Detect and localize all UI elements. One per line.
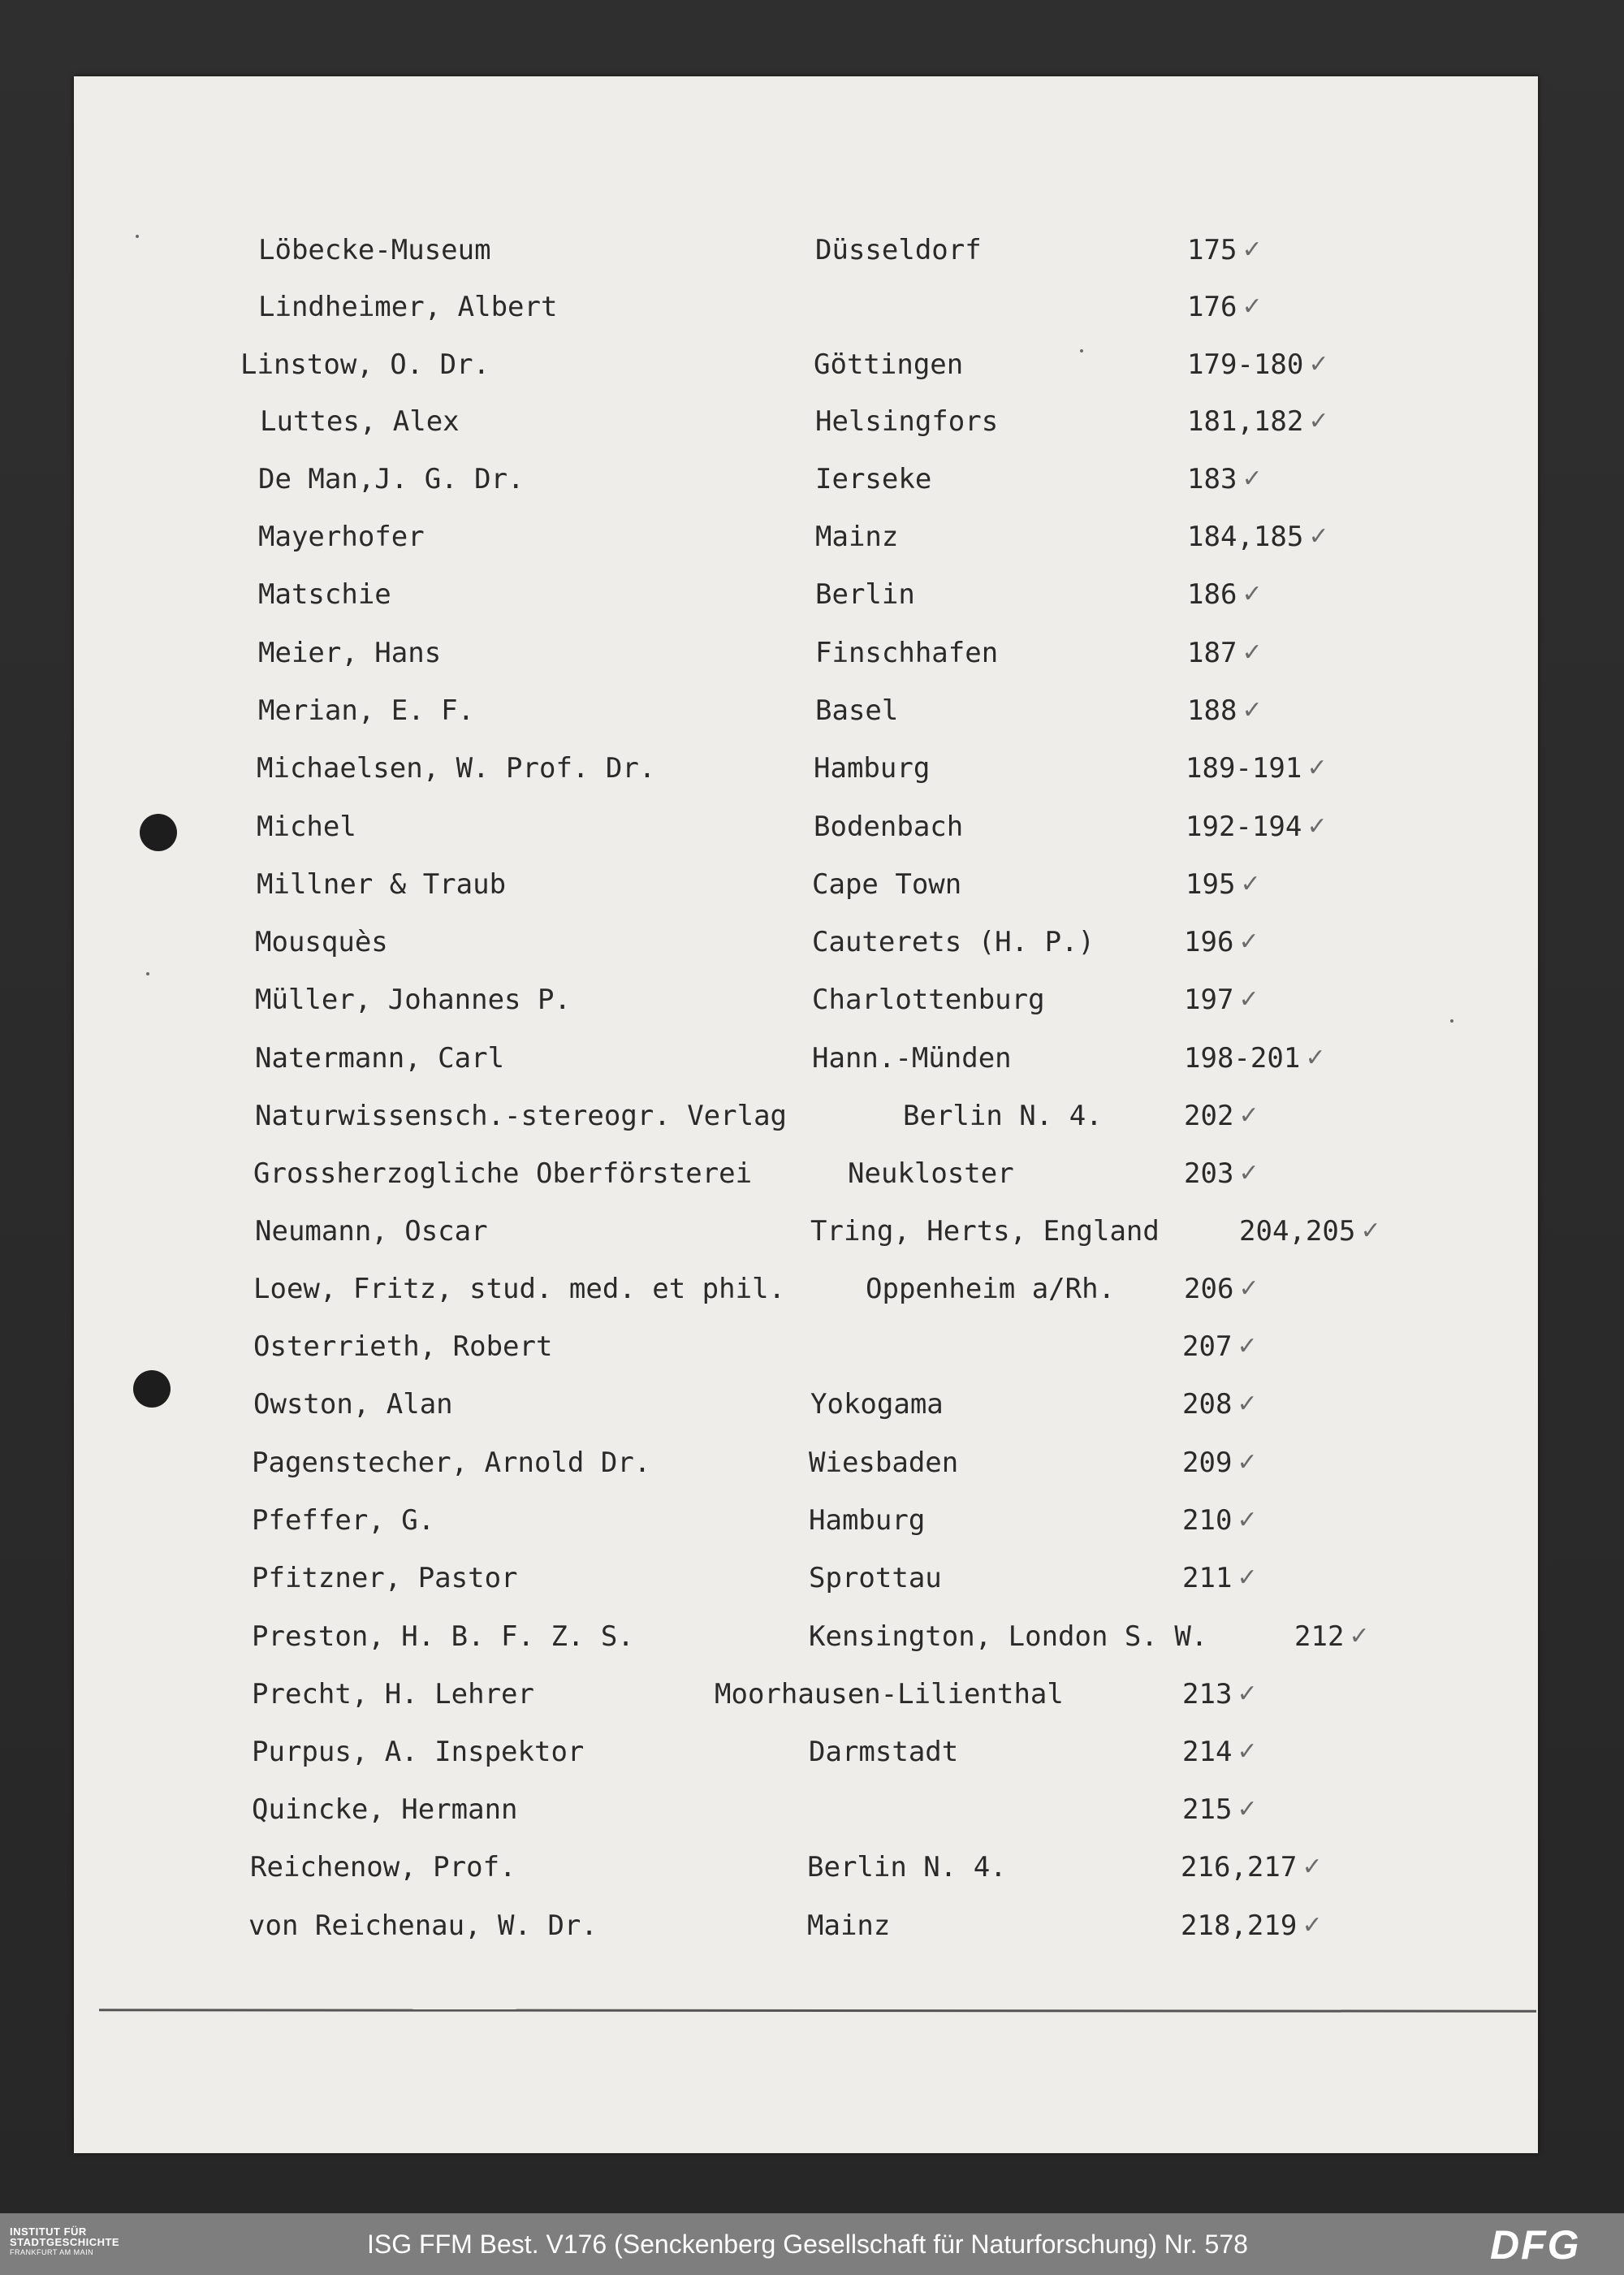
entry-name: Natermann, Carl — [255, 1042, 505, 1075]
entry-place: Hann.-Münden — [812, 1042, 1012, 1075]
entry-place: Wiesbaden — [809, 1447, 959, 1479]
entry-name: Luttes, Alex — [260, 405, 460, 438]
check-mark-icon: ✓ — [1360, 1217, 1381, 1245]
entry-name: von Reichenau, W. Dr. — [248, 1910, 598, 1942]
entry-place: Mainz — [815, 521, 899, 553]
check-mark-icon: ✓ — [1237, 1680, 1258, 1708]
check-mark-icon: ✓ — [1242, 292, 1263, 321]
entry-number: 204,205 — [1239, 1215, 1356, 1248]
entry-number: 197 — [1184, 984, 1234, 1016]
check-mark-icon: ✓ — [1237, 1564, 1258, 1592]
entry-place: Charlottenburg — [812, 984, 1045, 1016]
list-item — [0, 227, 1624, 273]
check-mark-icon: ✓ — [1308, 522, 1329, 551]
archive-footer — [0, 2213, 1624, 2275]
dfg-logo: DFG — [1490, 2222, 1581, 2268]
entry-name: Grossherzogliche Oberförsterei — [253, 1157, 753, 1190]
check-mark-icon: ✓ — [1238, 1101, 1259, 1130]
entry-place: Cape Town — [812, 868, 962, 901]
check-mark-icon: ✓ — [1302, 1853, 1323, 1881]
entry-number: 209 — [1182, 1447, 1233, 1479]
entry-name: Pfeffer, G. — [252, 1504, 435, 1537]
entry-place: Neukloster — [848, 1157, 1014, 1190]
entry-name: Michaelsen, W. Prof. Dr. — [257, 752, 656, 785]
list-item — [0, 1382, 1624, 1427]
entry-place: Oppenheim a/Rh. — [866, 1273, 1116, 1305]
entry-number: 202 — [1184, 1100, 1234, 1132]
check-mark-icon: ✓ — [1240, 870, 1261, 898]
entry-place: Hamburg — [814, 752, 931, 785]
list-item — [0, 1903, 1624, 1948]
entry-number: 213 — [1182, 1678, 1233, 1711]
list-item — [0, 1787, 1624, 1832]
list-item — [0, 1498, 1624, 1543]
list-item — [0, 1614, 1624, 1659]
entry-number: 188 — [1187, 694, 1237, 727]
list-item — [0, 342, 1624, 387]
entry-place: Kensington, London S. W. — [809, 1620, 1208, 1653]
entry-place: Sprottau — [809, 1562, 942, 1594]
entry-place: Hamburg — [809, 1504, 926, 1537]
entry-number: 189-191 — [1186, 752, 1302, 785]
entry-name: Preston, H. B. F. Z. S. — [252, 1620, 634, 1653]
list-item — [0, 284, 1624, 330]
entry-name: Owston, Alan — [253, 1388, 453, 1421]
entry-place: Berlin — [815, 578, 915, 611]
entry-number: 186 — [1187, 578, 1237, 611]
entry-name: Müller, Johannes P. — [255, 984, 571, 1016]
entry-number: 183 — [1187, 463, 1237, 495]
check-mark-icon: ✓ — [1242, 236, 1263, 264]
entry-name: Löbecke-Museum — [258, 234, 491, 266]
entry-place: Helsingfors — [815, 405, 999, 438]
list-item — [0, 1093, 1624, 1139]
entry-number: 187 — [1187, 637, 1237, 669]
list-item — [0, 1729, 1624, 1775]
check-mark-icon: ✓ — [1237, 1332, 1258, 1360]
entry-name: Osterrieth, Robert — [253, 1330, 553, 1363]
entry-place: Bodenbach — [814, 811, 964, 843]
entry-number: 192-194 — [1186, 811, 1302, 843]
list-item — [0, 399, 1624, 444]
entry-place: Finschhafen — [815, 637, 999, 669]
entry-number: 212 — [1294, 1620, 1345, 1653]
list-item — [0, 804, 1624, 850]
entry-place: Moorhausen-Lilienthal — [715, 1678, 1064, 1711]
entry-name: Merian, E. F. — [258, 694, 475, 727]
entry-name: Lindheimer, Albert — [258, 291, 558, 323]
institute-line: INSTITUT FÜR — [10, 2225, 87, 2238]
entry-name: Mayerhofer — [258, 521, 425, 553]
check-mark-icon: ✓ — [1237, 1737, 1258, 1766]
entry-number: 207 — [1182, 1330, 1233, 1363]
entry-place: Berlin N. 4. — [903, 1100, 1103, 1132]
check-mark-icon: ✓ — [1307, 754, 1328, 782]
entry-place: Düsseldorf — [815, 234, 982, 266]
entry-number: 216,217 — [1181, 1851, 1298, 1884]
entry-number: 215 — [1182, 1793, 1233, 1826]
entry-place: Tring, Herts, England — [810, 1215, 1160, 1248]
list-item — [0, 1036, 1624, 1081]
entry-name: Precht, H. Lehrer — [252, 1678, 534, 1711]
entry-name: Naturwissensch.-stereogr. Verlag — [255, 1100, 788, 1132]
list-item — [0, 1845, 1624, 1890]
entry-place: Berlin N. 4. — [807, 1851, 1007, 1884]
entry-number: 196 — [1184, 926, 1234, 958]
list-item — [0, 919, 1624, 965]
entry-name: Linstow, O. Dr. — [240, 348, 490, 381]
entry-place: Ierseke — [815, 463, 932, 495]
list-item — [0, 1151, 1624, 1196]
entry-name: Matschie — [258, 578, 391, 611]
entry-number: 218,219 — [1181, 1910, 1298, 1942]
list-item — [0, 1324, 1624, 1369]
check-mark-icon: ✓ — [1349, 1622, 1370, 1650]
entry-number: 175 — [1187, 234, 1237, 266]
entry-number: 203 — [1184, 1157, 1234, 1190]
check-mark-icon: ✓ — [1237, 1795, 1258, 1823]
check-mark-icon: ✓ — [1242, 465, 1263, 493]
entry-name: Loew, Fritz, stud. med. et phil. — [253, 1273, 786, 1305]
entry-number: 176 — [1187, 291, 1237, 323]
entry-place: Basel — [815, 694, 899, 727]
paper-speck — [146, 972, 149, 975]
entry-name: Quincke, Hermann — [252, 1793, 518, 1826]
check-mark-icon: ✓ — [1237, 1506, 1258, 1534]
list-item — [0, 630, 1624, 676]
entry-name: Pagenstecher, Arnold Dr. — [252, 1447, 651, 1479]
entry-number: 195 — [1186, 868, 1236, 901]
entry-number: 210 — [1182, 1504, 1233, 1537]
institute-line: FRANKFURT AM MAIN — [10, 2248, 94, 2256]
entry-name: Millner & Traub — [257, 868, 507, 901]
check-mark-icon: ✓ — [1302, 1911, 1323, 1940]
list-item — [0, 862, 1624, 907]
entry-number: 179-180 — [1187, 348, 1304, 381]
check-mark-icon: ✓ — [1237, 1448, 1258, 1477]
entry-place: Cauterets (H. P.) — [812, 926, 1095, 958]
list-item — [0, 572, 1624, 617]
list-item — [0, 1672, 1624, 1717]
entry-place: Mainz — [807, 1910, 891, 1942]
archive-caption: ISG FFM Best. V176 (Senckenberg Gesellschaft für Naturforschung) Nr. 578 — [367, 2230, 1248, 2259]
check-mark-icon: ✓ — [1308, 407, 1329, 435]
check-mark-icon: ✓ — [1238, 928, 1259, 956]
check-mark-icon: ✓ — [1242, 638, 1263, 667]
list-item — [0, 1440, 1624, 1486]
entry-number: 184,185 — [1187, 521, 1304, 553]
check-mark-icon: ✓ — [1238, 1274, 1259, 1303]
check-mark-icon: ✓ — [1237, 1390, 1258, 1418]
list-item — [0, 1209, 1624, 1254]
check-mark-icon: ✓ — [1308, 350, 1329, 378]
entry-place: Göttingen — [814, 348, 964, 381]
list-item — [0, 977, 1624, 1023]
entry-name: Reichenow, Prof. — [250, 1851, 516, 1884]
check-mark-icon: ✓ — [1305, 1044, 1326, 1072]
institute-line: STADTGESCHICHTE — [10, 2236, 120, 2248]
entry-name: Pfitzner, Pastor — [252, 1562, 518, 1594]
list-item — [0, 1555, 1624, 1601]
entry-name: Neumann, Oscar — [255, 1215, 488, 1248]
entry-number: 181,182 — [1187, 405, 1304, 438]
entry-name: Meier, Hans — [258, 637, 442, 669]
list-item — [0, 514, 1624, 560]
entry-name: Mousquès — [255, 926, 388, 958]
entry-name: Purpus, A. Inspektor — [252, 1736, 585, 1768]
list-item — [0, 688, 1624, 733]
entry-place: Yokogama — [810, 1388, 944, 1421]
list-item — [0, 1266, 1624, 1312]
institute-label — [10, 2226, 148, 2258]
entry-name: De Man,J. G. Dr. — [258, 463, 525, 495]
check-mark-icon: ✓ — [1242, 696, 1263, 724]
check-mark-icon: ✓ — [1238, 1159, 1259, 1187]
entry-place: Darmstadt — [809, 1736, 959, 1768]
entry-number: 206 — [1184, 1273, 1234, 1305]
check-mark-icon: ✓ — [1242, 580, 1263, 608]
list-item — [0, 456, 1624, 502]
entry-name: Michel — [257, 811, 356, 843]
entry-number: 211 — [1182, 1562, 1233, 1594]
check-mark-icon: ✓ — [1307, 812, 1328, 841]
entry-number: 198-201 — [1184, 1042, 1301, 1075]
entry-number: 214 — [1182, 1736, 1233, 1768]
check-mark-icon: ✓ — [1238, 985, 1259, 1014]
entry-number: 208 — [1182, 1388, 1233, 1421]
list-item — [0, 746, 1624, 791]
